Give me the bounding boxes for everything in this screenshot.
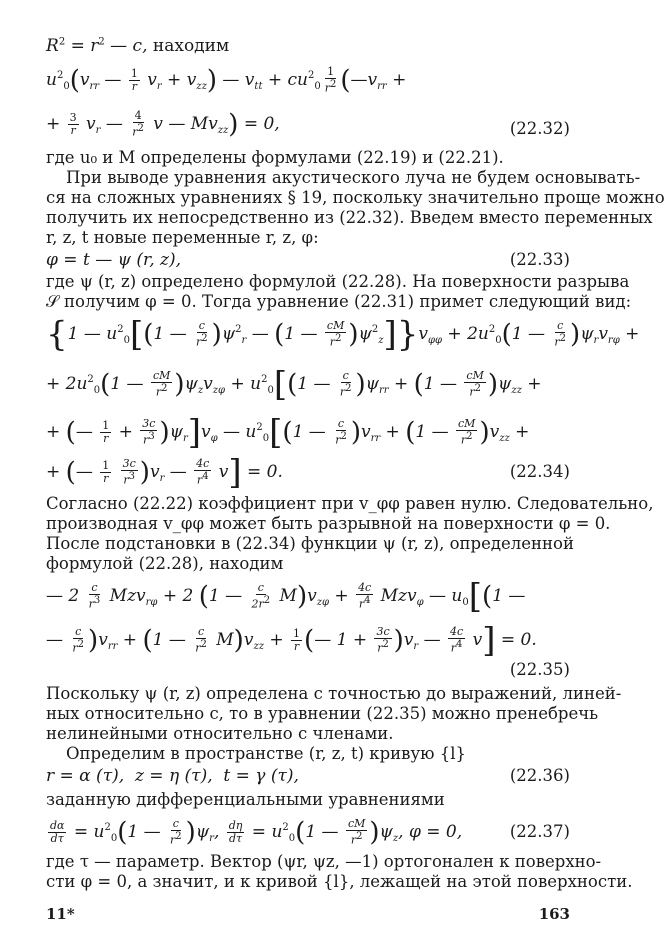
text-line-16: заданную дифференциальными уравнениями: [46, 790, 445, 809]
equation-number-22-32: (22.32): [509, 119, 570, 138]
text-line-13: ных относительно c, то в уравнении (22.35) можно пренебречь: [46, 704, 599, 723]
text-line-8: Согласно (22.22) коэффициент при v_φφ равен нулю. Следовательно,: [46, 494, 654, 513]
equation-22-37: $\frac{d\alpha}{d\tau}$ = $u^2_0(1$ — $\frac{c}{r^2}$ )$\psi_r$, $\frac{d\eta}{d\tau}$ = $u^2_0(1$ — $\frac{cM}{r^2}$ )$\psi_z$, φ = 0,: [50, 817, 463, 848]
equation-22-35-line1: — 2 $\frac{c}{r^3}$ Mzv$_{r\varphi}$ + 2 (1 — $\frac{c}{2r^2}$ $M)v_{z\varphi}$ + $\frac{4c}{r^4}$ Mzv$_\varphi$ — $u_0[(1$ —: [46, 576, 526, 617]
text-line-15: Определим в пространстве (r, z, t) кривую {l}: [66, 744, 467, 763]
equation-number-22-36: (22.36): [509, 766, 570, 785]
word-find: находим: [152, 36, 230, 56]
equation-number-22-34: (22.34): [509, 462, 570, 481]
text-line-7: 𝒮 получим φ = 0. Тогда уравнение (22.31) примет следующий вид:: [46, 292, 632, 311]
text-line-4: получить их непосредственно из (22.32). Введем вместо переменных: [46, 208, 653, 227]
text-line-11: формулой (22.28), находим: [46, 554, 284, 573]
text-line-17: где τ — параметр. Вектор (ψr, ψz, —1) ортогонален к поверхно-: [46, 852, 602, 871]
text-line-12: Поскольку ψ (r, z) определена с точностью до выражений, линей-: [46, 684, 622, 703]
text-line-14: нелинейными относительно c членами.: [46, 724, 394, 743]
equation-22-35-line2: — $\frac{c}{r^2}$ )$v_{rr} + (1$ — $\frac{c}{r^2}$ $M)v_{zz}$ + $\frac{1}{r}$ (— 1 + $\frac{3c}{r^2}$ )$v_r$ — $\frac{4c}{r^4}$ v] = 0.: [46, 620, 537, 661]
equation-22-33: φ = t — ψ (r, z),: [46, 250, 182, 270]
equation-number-22-33: (22.33): [509, 250, 570, 269]
text-line-2: При выводе уравнения акустического луча не будем основывать-: [66, 168, 641, 187]
text-line-1: где u₀ и M определены формулами (22.19) и (22.21).: [46, 148, 504, 167]
equation-22-34-line2: + $2u^2_0(1$ — $\frac{cM}{r^2}$ )$\psi_zv_{z\varphi} + u^2_0[(1$ — $\frac{c}{r^2}$ )$\psi_{rr} + (1$ — $\frac{cM}{r^2}$ )$\psi_{zz}$ +: [46, 364, 542, 405]
formula-r-squared: $R^2 = r^2$ — c, находим: [46, 36, 230, 56]
equation-22-36: r = α (τ), z = η (τ), t = γ (τ),: [46, 766, 299, 786]
footer-signature: 11*: [46, 905, 75, 923]
equation-22-34-line3: + (— $\frac{1}{r}$ + $\frac{3c}{r^3}$ )$\psi_r]v_\varphi$ — $u^2_0[(1$ — $\frac{c}{r^2}$ )$v_{rr} + (1$ — $\frac{cM}{r^2}$ )$v_{zz}$ +: [46, 412, 530, 453]
text-line-9: производная v_φφ может быть разрывной на поверхности φ = 0.: [46, 514, 611, 533]
text-line-3: ся на сложных уравнениях § 19, поскольку значительно проще можно: [46, 188, 665, 207]
page-number: 163: [538, 905, 570, 923]
equation-22-32-line2: + $\frac{3}{r}$ $v_r$ — $\frac{4}{r^2}$ v — $Mv_{zz}) = 0$,: [46, 109, 280, 140]
equation-22-32-line1: $u^2_0(v_{rr}$ — $\frac{1}{r}$ $v_r + v_{zz}$) — $v_{tt} + cu^2_0$ $\frac{1}{r^2}$ ($—v_{rr}$ +: [46, 65, 407, 96]
text-line-18: сти φ = 0, а значит, и к кривой {l}, лежащей на этой поверхности.: [46, 872, 633, 891]
text-line-5: r, z, t новые переменные r, z, φ:: [46, 228, 319, 247]
text-line-6: где ψ (r, z) определено формулой (22.28). На поверхности разрыва: [46, 272, 630, 291]
text-line-10: После подстановки в (22.34) функции ψ (r, z), определенной: [46, 534, 574, 553]
equation-number-22-37: (22.37): [509, 822, 570, 841]
equation-22-34-line4: + (— $\frac{1}{r}$ $\frac{3c}{r^3}$ )$v_r$ — $\frac{4c}{r^4}$ v] = 0.: [46, 452, 283, 493]
equation-22-34-line1: {1 — $u^2_0[(1$ — $\frac{c}{r^2}$ )$\psi^2_r$ — (1 — $\frac{cM}{r^2}$ )$\psi^2_z]\}v_{\varphi\varphi} + 2u^2_0(1$ — $\frac{c}{r^2}$ )$\psi_rv_{r\varphi}$ +: [46, 314, 640, 355]
equation-number-22-35: (22.35): [509, 660, 570, 679]
